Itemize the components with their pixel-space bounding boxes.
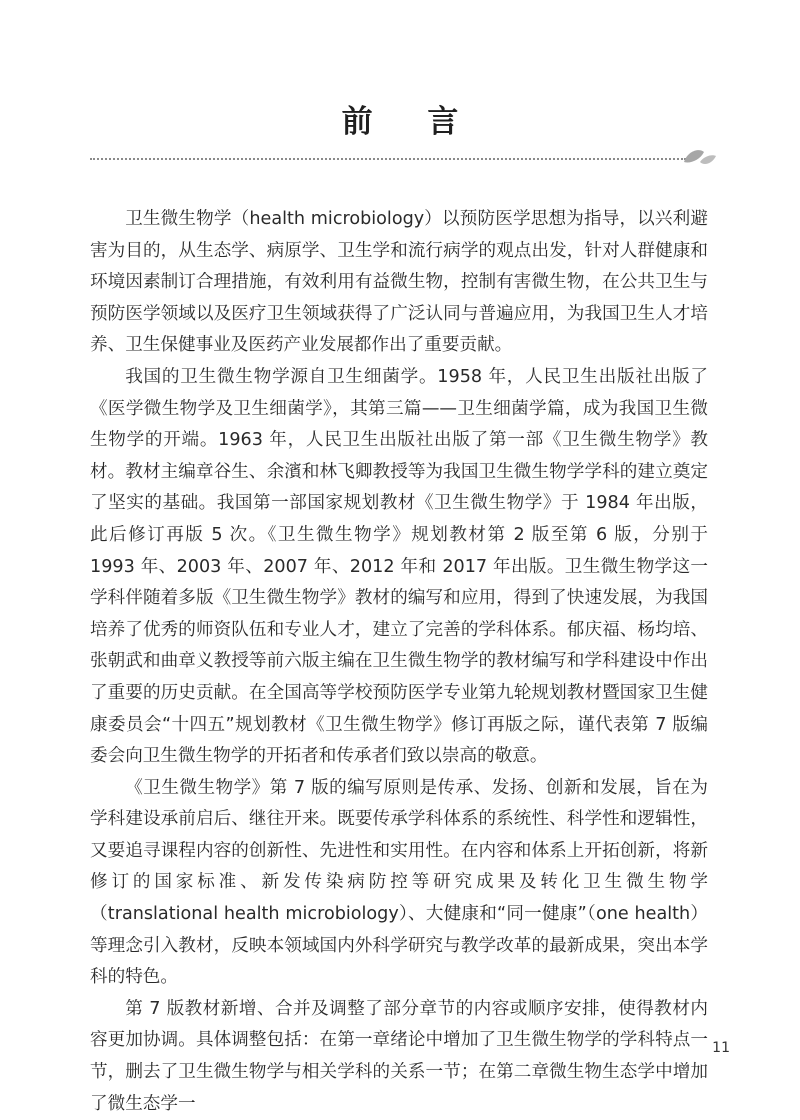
paragraph: 第 7 版教材新增、合并及调整了部分章节的内容或顺序安排，使得教材内容更加协调。具体调整包括：在第一章绪论中增加了卫生微生物学的学科特点一节，删去了卫生微生物学与相关学科的关系一节；在第二章微生物生态学中增加了微生态学一 [90,998,708,1114]
leaf-ornament-icon [680,142,720,172]
paragraph: 卫生微生物学（health microbiology）以预防医学思想为指导，以兴利避害为目的，从生态学、病原学、卫生学和流行病学的观点出发，针对人群健康和环境因素制订合理措施，有效利用有益微生物，控制有害微生物，在公共卫生与预防医学领域以及医疗卫生领域获得了广泛认同与普遍应用，为我国卫生人才培养、卫生保健事业及医药产业发展都作出了重要贡献。 [90,209,708,356]
preface-body [90,204,708,1120]
page-number: 11 [712,1040,730,1056]
paragraph: 我国的卫生微生物学源自卫生细菌学。1958 年，人民卫生出版社出版了《医学微生物学及卫生细菌学》，其第三篇——卫生细菌学篇，成为我国卫生微生物学的开端。1963 年，人民卫生出版社出版了第一部《卫生微生物学》教材。教材主编章谷生、余濱和林飞卿教授等为我国卫生微生物学学科的建立奠定了坚实的基础。我国第一部国家规划教材《卫生微生物学》于 1984 年出版，此后修订再版 5 次。《卫生微生物学》规划教材第 2 版至第 6 版，分别于 1993 年、2003 年、2007 年、2012 年和 2017 年出版。卫生微生物学这一学科伴随着多版《卫生微生物学》教材的编写和应用，得到了快速发展，为我国培养了优秀的师资队伍和专业人才，建立了完善的学科体系。郁庆福、杨均培、张朝武和曲章义教授等前六版主编在卫生微生物学的教材编写和学科建设中作出了重要的历史贡献。在全国高等学校预防医学专业第九轮规划教材暨国家卫生健康委员会“十四五”规划教材《卫生微生物学》修订再版之际，谨代表第 7 版编委会向卫生微生物学的开拓者和传承者们致以崇高的敬意。 [90,366,708,767]
page-title: 前 言 [341,104,481,140]
paragraph: 《卫生微生物学》第 7 版的编写原则是传承、发扬、创新和发展，旨在为学科建设承前启后、继往开来。既要传承学科体系的系统性、科学性和逻辑性，又要追寻课程内容的创新性、先进性和实用性。在内容和体系上开拓创新，将新修订的国家标准、新发传染病防控等研究成果及转化卫生微生物学（translational health microbiology）、大健康和“同一健康”（one health）等理念引入教材，反映本领域国内外科学研究与教学改革的最新成果，突出本学科的特色。 [90,777,708,988]
title-divider [90,158,686,160]
